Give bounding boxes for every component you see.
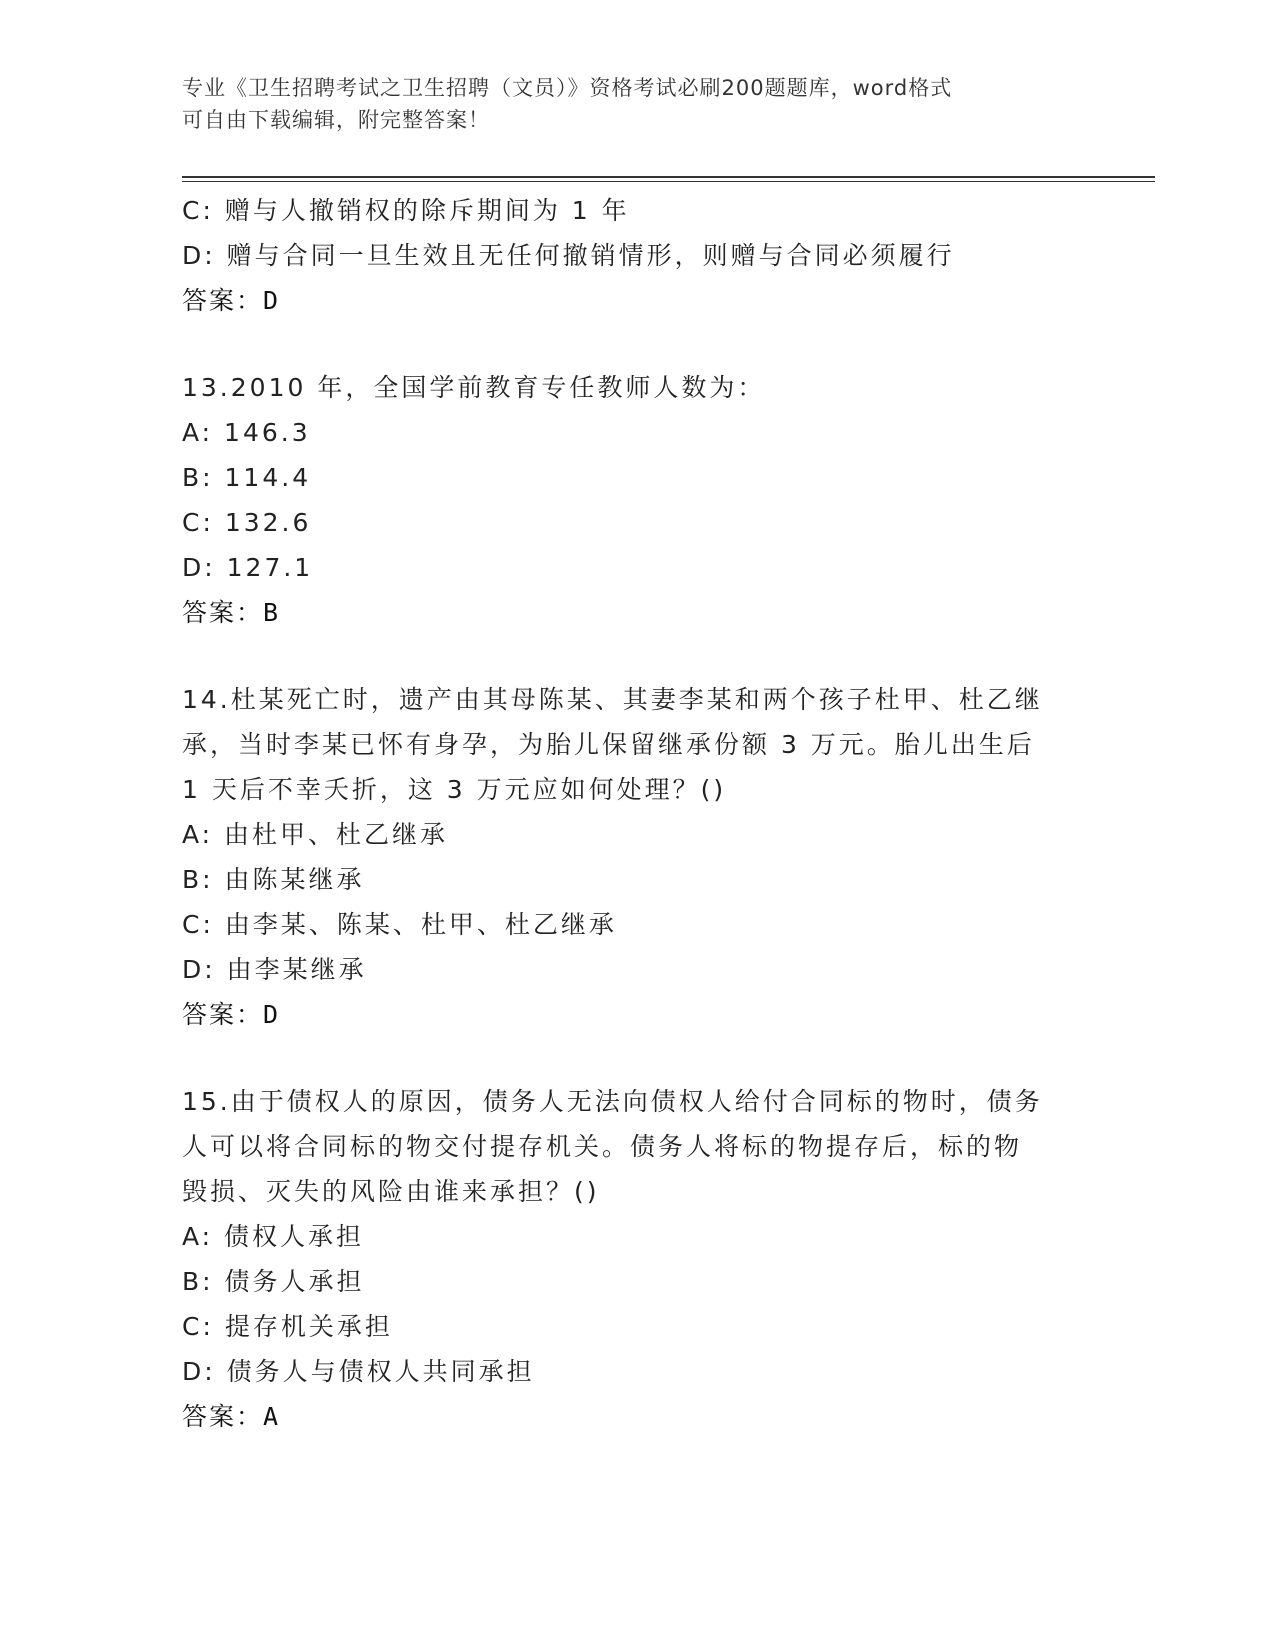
answer-value: D	[263, 286, 280, 315]
option-label: B:	[182, 1267, 214, 1296]
option-label: C:	[182, 196, 214, 225]
option-label: D:	[182, 955, 216, 984]
option-a	[182, 1214, 1082, 1259]
option-text: 127.1	[226, 553, 314, 582]
answer-label: 答案：	[182, 286, 264, 315]
option-text: 114.4	[224, 463, 312, 492]
header-divider-thick	[182, 176, 1155, 178]
option-label: B:	[182, 865, 214, 894]
option-c	[182, 1304, 1082, 1349]
option-text: 债权人承担	[224, 1222, 365, 1251]
option-label: C:	[182, 508, 214, 537]
option-b	[182, 857, 1082, 902]
option-text: 债务人与债权人共同承担	[226, 1357, 535, 1386]
document-header	[182, 72, 1062, 136]
header-divider-thin	[182, 181, 1155, 182]
option-text: 由杜甲、杜乙继承	[224, 820, 449, 849]
answer-value: D	[263, 1000, 280, 1029]
option-b	[182, 1259, 1082, 1304]
option-label: A:	[182, 1222, 214, 1251]
question-stem-line-1: 14.杜某死亡时，遗产由其母陈某、其妻李某和两个孩子杜甲、杜乙继	[182, 685, 1043, 714]
option-label: A:	[182, 820, 214, 849]
header-title-line-2: 可自由下载编辑，附完整答案！	[182, 108, 490, 132]
question-stem-line-1: 15.由于债权人的原因，债务人无法向债权人给付合同标的物时，债务	[182, 1087, 1043, 1116]
question-stem: 13.2010 年，全国学前教育专任教师人数为：	[182, 373, 766, 402]
question-15	[182, 1079, 1082, 1439]
option-text: 132.6	[224, 508, 312, 537]
option-b	[182, 455, 1082, 500]
answer-label: 答案：	[182, 598, 264, 627]
option-label: D:	[182, 1357, 216, 1386]
option-text: 由李某继承	[226, 955, 367, 984]
question-stem-line-2: 承，当时李某已怀有身孕，为胎儿保留继承份额 3 万元。胎儿出生后	[182, 730, 1035, 759]
option-c	[182, 188, 1082, 233]
option-label: B:	[182, 463, 214, 492]
option-text: 146.3	[224, 418, 311, 447]
option-d	[182, 1349, 1082, 1394]
question-14	[182, 677, 1082, 1037]
option-text: 债务人承担	[224, 1267, 365, 1296]
option-text: 赠与人撤销权的除斥期间为 1 年	[224, 196, 630, 225]
answer-label: 答案：	[182, 1000, 264, 1029]
option-d	[182, 233, 1082, 278]
question-13	[182, 365, 1082, 635]
answer-label: 答案：	[182, 1402, 264, 1431]
option-text: 提存机关承担	[224, 1312, 393, 1341]
answer-line	[182, 590, 1082, 635]
question-12-continued	[182, 188, 1082, 323]
answer-line	[182, 278, 1082, 323]
question-stem-line-3: 毁损、灭失的风险由谁来承担？()	[182, 1177, 600, 1206]
answer-value: A	[263, 1402, 280, 1431]
question-stem-line-2: 人可以将合同标的物交付提存机关。债务人将标的物提存后，标的物	[182, 1132, 1023, 1161]
option-label: A:	[182, 418, 214, 447]
option-label: C:	[182, 910, 214, 939]
option-label: D:	[182, 241, 216, 270]
question-list	[182, 188, 1082, 1481]
option-c	[182, 902, 1082, 947]
option-a	[182, 812, 1082, 857]
option-d	[182, 545, 1082, 590]
answer-line	[182, 992, 1082, 1037]
header-title-line-1: 专业《卫生招聘考试之卫生招聘（文员）》资格考试必刷200题题库，word格式	[182, 76, 953, 100]
option-text: 由李某、陈某、杜甲、杜乙继承	[224, 910, 617, 939]
option-d	[182, 947, 1082, 992]
question-stem-line-3: 1 天后不幸夭折，这 3 万元应如何处理？()	[182, 775, 727, 804]
answer-line	[182, 1394, 1082, 1439]
option-text: 赠与合同一旦生效且无任何撤销情形，则赠与合同必须履行	[226, 241, 955, 270]
option-label: C:	[182, 1312, 214, 1341]
answer-value: B	[263, 598, 280, 627]
option-text: 由陈某继承	[224, 865, 365, 894]
option-a	[182, 410, 1082, 455]
option-label: D:	[182, 553, 216, 582]
option-c	[182, 500, 1082, 545]
